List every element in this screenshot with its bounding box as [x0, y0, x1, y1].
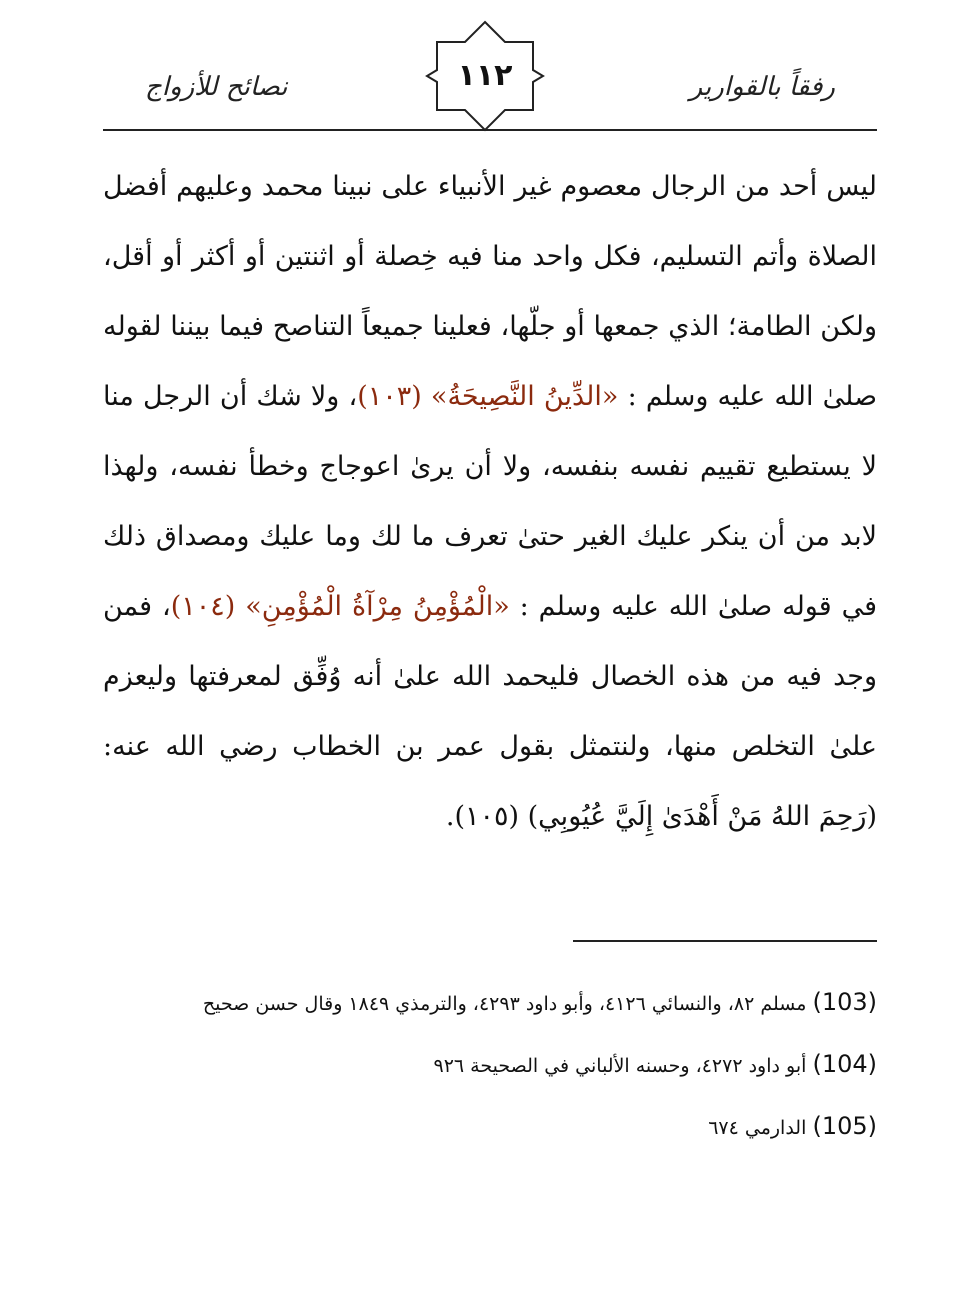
footnote-text: مسلم ٨٢، والنسائي ٤١٢٦، وأبو داود ٤٢٩٣، والترمذي ١٨٤٩ وقال حسن صحيح: [202, 993, 807, 1015]
hadith-quote-2: «الْمُؤْمِنُ مِرْآةُ الْمُؤْمِنِ» (١٠٤): [170, 591, 510, 622]
footnote-105: [103, 1104, 877, 1150]
header-book-section: نصائح للأزواج: [145, 72, 288, 102]
footnote-number: (103): [812, 988, 877, 1016]
footnote-103: [103, 980, 877, 1026]
footnotes: [103, 980, 877, 1166]
text-segment-2: ، ولا شك أن الرجل منا لا يستطيع تقييم نفسه بنفسه، ولا أن يرىٰ اعوجاج وخطأ نفسه، ولهذا لابد من أن ينكر عليك الغير حتىٰ تعرف ما لك وما عليك ومصداق ذلك في قوله صلىٰ الله عليه وسلم :: [103, 381, 877, 622]
footnote-104: [103, 1042, 877, 1088]
footnote-divider: [573, 940, 877, 942]
page-number-badge: [425, 20, 545, 132]
text-segment-3: ، فمن وجد فيه من هذه الخصال فليحمد الله علىٰ أنه وُفِّق لمعرفتها وليعزم علىٰ التخلص منها، ولنتمثل بقول عمر بن الخطاب رضي الله عنه:: [103, 591, 877, 762]
main-paragraph: [103, 152, 877, 852]
footnote-text: الدارمي ٦٧٤: [708, 1117, 807, 1139]
header-divider: [103, 129, 877, 131]
header-book-title: رفقاً بالقوارير: [689, 72, 835, 102]
quote-umar: (رَحِمَ اللهُ مَنْ أَهْدَىٰ إِلَيَّ عُيُوبِي) (١٠٥): [454, 801, 877, 832]
footnote-number: (105): [812, 1112, 877, 1140]
page-number: ١١٢: [457, 58, 513, 93]
text-segment-1: ليس أحد من الرجال معصوم غير الأنبياء على نبينا محمد وعليهم أفضل الصلاة وأتم التسليم، فكل واحد منا فيه خِصلة أو اثنتين أو أكثر أو أقل، ولكن الطامة؛ الذي جمعها أو جلّها، فعلينا جميعاً التناصح فيما بيننا لقوله صلىٰ الله عليه وسلم :: [103, 171, 878, 412]
hadith-quote-1: «الدِّينُ النَّصِيحَةُ» (١٠٣): [357, 381, 619, 412]
text-segment-4: .: [445, 801, 455, 832]
page-header: [0, 0, 980, 140]
footnote-number: (104): [812, 1050, 877, 1078]
footnote-text: أبو داود ٤٢٧٢، وحسنه الألباني في الصحيحة ٩٢٦: [433, 1055, 807, 1077]
